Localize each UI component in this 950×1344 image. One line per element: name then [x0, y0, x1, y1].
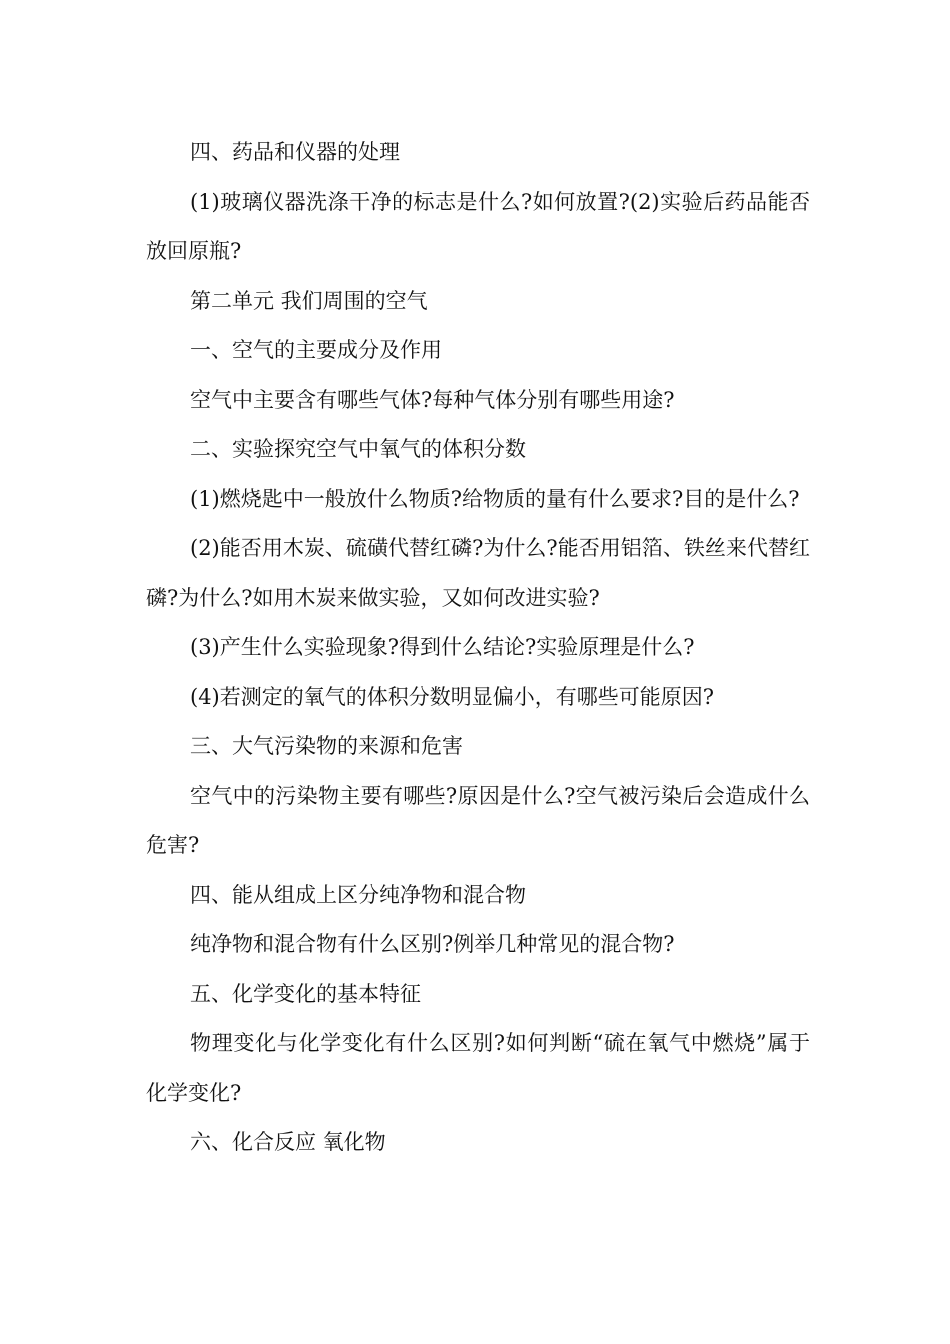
unit-heading-air: 第二单元 我们周围的空气	[190, 288, 428, 313]
section-heading-air-composition: 一、空气的主要成分及作用	[190, 338, 442, 362]
section-heading-reagents-instruments: 四、药品和仪器的处理	[190, 140, 400, 164]
paragraph-glassware-questions: (1)玻璃仪器洗涤干净的标志是什么?如何放置?(2)实验后药品能否放回原瓶?	[146, 189, 810, 263]
paragraph-question-1: (1)燃烧匙中一般放什么物质?给物质的量有什么要求?目的是什么?	[190, 486, 800, 511]
paragraph-air-gases: 空气中主要含有哪些气体?每种气体分别有哪些用途?	[190, 387, 675, 412]
section-heading-chemical-change: 五、化学变化的基本特征	[190, 981, 421, 1006]
paragraph-pure-mixture: 纯净物和混合物有什么区别?例举几种常见的混合物?	[190, 932, 675, 956]
paragraph-question-2: (2)能否用木炭、硫磺代替红磷?为什么?能否用铝箔、铁丝来代替红磷?为什么?如用木炭来做实验，又如何改进实验?	[146, 536, 810, 610]
section-heading-pure-mixture: 四、能从组成上区分纯净物和混合物	[190, 882, 526, 907]
paragraph-pollutants: 空气中的污染物主要有哪些?原因是什么?空气被污染后会造成什么危害?	[146, 783, 810, 857]
document-body	[146, 128, 810, 1168]
paragraph-question-3: (3)产生什么实验现象?得到什么结论?实验原理是什么?	[190, 635, 695, 659]
paragraph-question-4: (4)若测定的氧气的体积分数明显偏小，有哪些可能原因?	[190, 684, 715, 709]
section-heading-air-pollutants: 三、大气污染物的来源和危害	[190, 734, 463, 758]
paragraph-chemical-change: 物理变化与化学变化有什么区别?如何判断“硫在氧气中燃烧”属于化学变化?	[146, 1031, 810, 1105]
section-heading-combination-reaction: 六、化合反应 氧化物	[190, 1130, 386, 1154]
section-heading-oxygen-volume: 二、实验探究空气中氧气的体积分数	[190, 437, 526, 461]
